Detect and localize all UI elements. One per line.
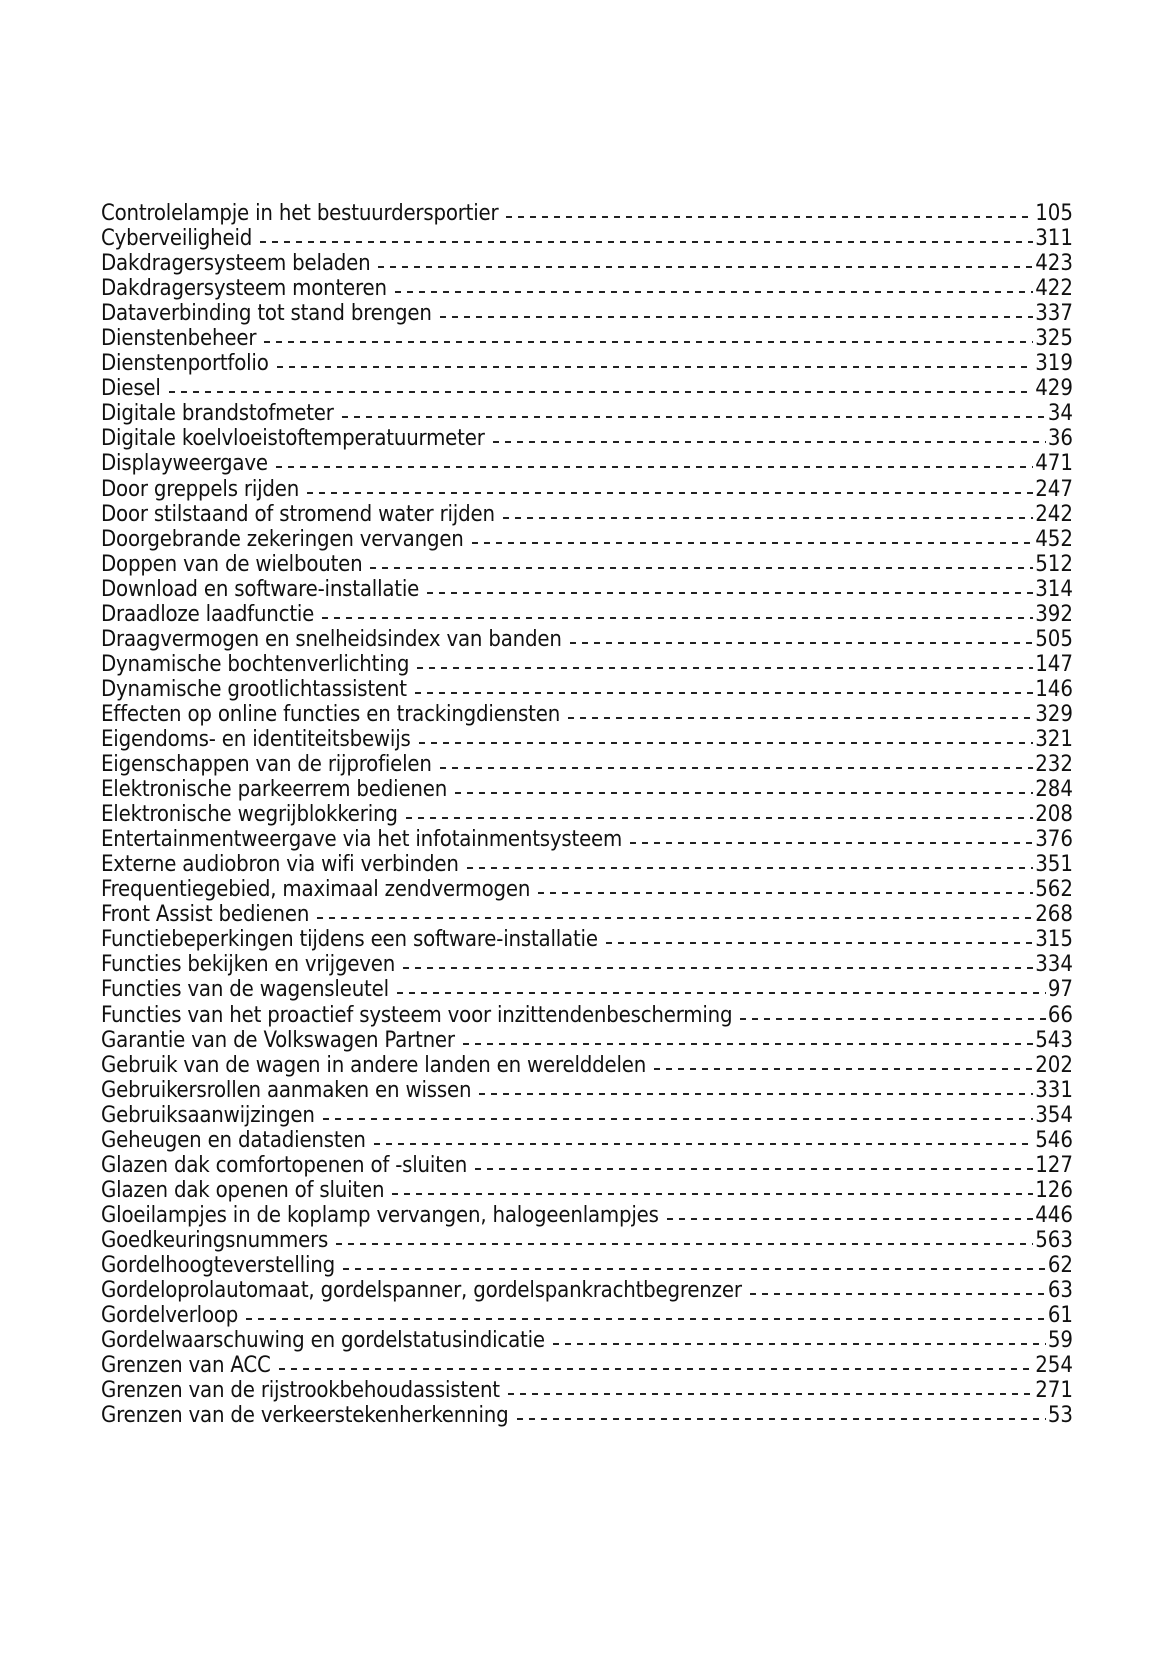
entry-label: Cyberveiligheid: [101, 226, 253, 252]
entry-page-number[interactable]: 53: [1047, 1403, 1073, 1429]
index-entry[interactable]: [101, 426, 1073, 451]
index-entry[interactable]: [101, 1178, 1073, 1203]
dot-leader: [475, 1165, 1033, 1171]
entry-label: Displayweergave: [101, 451, 268, 477]
dot-leader: [378, 263, 1033, 269]
entry-page-number[interactable]: 471: [1035, 451, 1073, 477]
dot-leader: [342, 413, 1046, 419]
dot-leader: [419, 739, 1034, 745]
dot-leader: [415, 689, 1033, 695]
entry-label: Digitale koelvloeistoftemperatuurmeter: [101, 426, 485, 452]
index-entry[interactable]: [101, 1228, 1073, 1253]
dot-leader: [279, 1365, 1034, 1371]
entry-label: Gebruiksaanwijzingen: [101, 1102, 315, 1128]
entry-page-number[interactable]: 376: [1035, 827, 1073, 853]
entry-page-number[interactable]: 321: [1035, 726, 1073, 752]
dot-leader: [740, 1015, 1045, 1021]
entry-page-number[interactable]: 61: [1047, 1303, 1073, 1329]
entry-label: Dataverbinding tot stand brengen: [101, 301, 432, 327]
entry-page-number[interactable]: 147: [1035, 651, 1073, 677]
index-entry[interactable]: [101, 827, 1073, 852]
entry-page-number[interactable]: 452: [1035, 526, 1073, 552]
index-entry[interactable]: [101, 1278, 1073, 1303]
entry-label: Doorgebrande zekeringen vervangen: [101, 526, 464, 552]
dot-leader: [606, 939, 1033, 945]
dot-leader: [506, 213, 1033, 219]
index-entry[interactable]: [101, 326, 1073, 351]
dot-leader: [467, 864, 1034, 870]
entry-label: Draadloze laadfunctie: [101, 601, 315, 627]
dot-leader: [440, 764, 1033, 770]
entry-page-number[interactable]: 505: [1035, 626, 1073, 652]
entry-label: Effecten op online functies en trackingdiensten: [101, 701, 561, 727]
entry-page-number[interactable]: 268: [1035, 902, 1073, 928]
entry-page-number[interactable]: 337: [1035, 301, 1073, 327]
entry-label: Gloeilampjes in de koplamp vervangen, halogeenlampjes: [101, 1202, 659, 1228]
index-entry[interactable]: [101, 652, 1073, 677]
entry-label: Gebruik van de wagen in andere landen en werelddelen: [101, 1052, 647, 1078]
entry-label: Diesel: [101, 376, 161, 402]
dot-leader: [440, 313, 1034, 319]
index-entry[interactable]: [101, 226, 1073, 251]
entry-page-number[interactable]: 34: [1047, 401, 1073, 427]
index-entry[interactable]: [101, 1403, 1073, 1428]
dot-leader: [568, 714, 1033, 720]
entry-page-number[interactable]: 319: [1035, 351, 1073, 377]
entry-label: Eigendoms- en identiteitsbewijs: [101, 726, 411, 752]
entry-label: Grenzen van de verkeerstekenherkenning: [101, 1403, 509, 1429]
index-entry[interactable]: [101, 777, 1073, 802]
index-entry[interactable]: [101, 1203, 1073, 1228]
entry-label: Front Assist bedienen: [101, 902, 310, 928]
index-entry[interactable]: [101, 502, 1073, 527]
entry-label: Download en software-installatie: [101, 576, 420, 602]
entry-label: Digitale brandstofmeter: [101, 401, 334, 427]
entry-page-number[interactable]: 315: [1035, 927, 1073, 953]
index-entry[interactable]: [101, 877, 1073, 902]
entry-label: Eigenschappen van de rijprofielen: [101, 752, 432, 778]
dot-leader: [479, 1090, 1033, 1096]
dot-leader: [260, 238, 1033, 244]
entry-page-number[interactable]: 562: [1035, 877, 1073, 903]
entry-page-number[interactable]: 97: [1047, 977, 1073, 1003]
entry-page-number[interactable]: 422: [1035, 276, 1073, 302]
dot-leader: [246, 1315, 1046, 1321]
dot-leader: [463, 1040, 1033, 1046]
index-entry[interactable]: [101, 401, 1073, 426]
index-list: [101, 201, 1073, 1428]
entry-page-number[interactable]: 329: [1035, 701, 1073, 727]
entry-label: Gordeloprolautomaat, gordelspanner, gordelspankrachtbegrenzer: [101, 1278, 742, 1304]
entry-page-number[interactable]: 392: [1035, 601, 1073, 627]
entry-label: Grenzen van ACC: [101, 1353, 271, 1379]
entry-page-number[interactable]: 351: [1035, 852, 1073, 878]
entry-label: Goedkeuringsnummers: [101, 1227, 329, 1253]
entry-page-number[interactable]: 126: [1035, 1177, 1073, 1203]
entry-page-number[interactable]: 247: [1035, 476, 1073, 502]
entry-page-number[interactable]: 208: [1035, 802, 1073, 828]
index-entry[interactable]: [101, 1253, 1073, 1278]
entry-page-number[interactable]: 543: [1035, 1027, 1073, 1053]
index-entry[interactable]: [101, 702, 1073, 727]
entry-label: Dienstenportfolio: [101, 351, 269, 377]
index-entry[interactable]: [101, 802, 1073, 827]
entry-page-number[interactable]: 325: [1035, 326, 1073, 352]
entry-page-number[interactable]: 311: [1035, 226, 1073, 252]
index-entry[interactable]: [101, 251, 1073, 276]
index-entry[interactable]: [101, 677, 1073, 702]
entry-label: Dienstenbeheer: [101, 326, 257, 352]
entry-page-number[interactable]: 254: [1035, 1353, 1073, 1379]
entry-page-number[interactable]: 546: [1035, 1127, 1073, 1153]
index-entry[interactable]: [101, 376, 1073, 401]
entry-page-number[interactable]: 242: [1035, 501, 1073, 527]
entry-page-number[interactable]: 334: [1035, 952, 1073, 978]
entry-label: Functiebeperkingen tijdens een software-installatie: [101, 927, 598, 953]
index-entry[interactable]: [101, 1378, 1073, 1403]
dot-leader: [370, 564, 1033, 570]
entry-label: Glazen dak comfortopenen of -sluiten: [101, 1152, 468, 1178]
entry-page-number[interactable]: 62: [1047, 1252, 1073, 1278]
dot-leader: [570, 639, 1034, 645]
dot-leader: [374, 1140, 1033, 1146]
index-entry[interactable]: [101, 852, 1073, 877]
dot-leader: [264, 338, 1033, 344]
index-entry[interactable]: [101, 1003, 1073, 1028]
entry-label: Elektronische parkeerrem bedienen: [101, 777, 448, 803]
entry-page-number[interactable]: 202: [1035, 1052, 1073, 1078]
entry-label: Externe audiobron via wifi verbinden: [101, 852, 459, 878]
entry-label: Gordelhoogteverstelling: [101, 1252, 335, 1278]
entry-page-number[interactable]: 446: [1035, 1202, 1073, 1228]
entry-page-number[interactable]: 66: [1047, 1002, 1073, 1028]
index-entry[interactable]: [101, 477, 1073, 502]
entry-label: Gordelverloop: [101, 1303, 239, 1329]
index-entry[interactable]: [101, 977, 1073, 1002]
dot-leader: [455, 789, 1033, 795]
dot-leader: [508, 1390, 1033, 1396]
index-entry[interactable]: [101, 1153, 1073, 1178]
index-entry[interactable]: [101, 902, 1073, 927]
index-entry[interactable]: [101, 752, 1073, 777]
dot-leader: [317, 914, 1033, 920]
entry-label: Controlelampje in het bestuurdersportier: [101, 201, 499, 226]
index-entry[interactable]: [101, 351, 1073, 376]
dot-leader: [538, 889, 1033, 895]
index-entry[interactable]: [101, 1103, 1073, 1128]
entry-page-number[interactable]: 512: [1035, 551, 1073, 577]
index-entry[interactable]: [101, 1028, 1073, 1053]
entry-label: Gebruikersrollen aanmaken en wissen: [101, 1077, 472, 1103]
dot-leader: [427, 589, 1033, 595]
index-entry[interactable]: [101, 1053, 1073, 1078]
entry-page-number[interactable]: 232: [1035, 752, 1073, 778]
index-entry[interactable]: [101, 927, 1073, 952]
dot-leader: [417, 664, 1033, 670]
entry-page-number[interactable]: 36: [1047, 426, 1073, 452]
entry-page-number[interactable]: 429: [1035, 376, 1073, 402]
dot-leader: [403, 964, 1033, 970]
index-entry[interactable]: [101, 1128, 1073, 1153]
entry-page-number[interactable]: 105: [1035, 201, 1073, 226]
index-entry[interactable]: [101, 1353, 1073, 1378]
entry-label: Draagvermogen en snelheidsindex van banden: [101, 626, 562, 652]
entry-label: Dynamische bochtenverlichting: [101, 651, 410, 677]
entry-page-number[interactable]: 354: [1035, 1102, 1073, 1128]
entry-label: Elektronische wegrijblokkering: [101, 802, 398, 828]
entry-label: Entertainmentweergave via het infotainmentsysteem: [101, 827, 623, 853]
dot-leader: [654, 1065, 1033, 1071]
entry-page-number[interactable]: 331: [1035, 1077, 1073, 1103]
entry-label: Frequentiegebied, maximaal zendvermogen: [101, 877, 531, 903]
entry-page-number[interactable]: 563: [1035, 1227, 1073, 1253]
dot-leader: [392, 1190, 1033, 1196]
dot-leader: [397, 989, 1046, 995]
index-entry[interactable]: [101, 276, 1073, 301]
index-entry[interactable]: [101, 1303, 1073, 1328]
dot-leader: [322, 614, 1033, 620]
index-entry[interactable]: [101, 301, 1073, 326]
entry-label: Functies bekijken en vrijgeven: [101, 952, 396, 978]
dot-leader: [276, 463, 1033, 469]
index-entry[interactable]: [101, 627, 1073, 652]
index-entry[interactable]: [101, 1078, 1073, 1103]
dot-leader: [503, 514, 1033, 520]
entry-label: Glazen dak openen of sluiten: [101, 1177, 385, 1203]
index-entry[interactable]: [101, 451, 1073, 476]
entry-label: Grenzen van de rijstrookbehoudassistent: [101, 1378, 500, 1404]
index-entry[interactable]: [101, 527, 1073, 552]
entry-label: Door greppels rijden: [101, 476, 300, 502]
index-entry[interactable]: [101, 201, 1073, 226]
entry-label: Door stilstaand of stromend water rijden: [101, 501, 495, 527]
dot-leader: [406, 814, 1033, 820]
entry-label: Doppen van de wielbouten: [101, 551, 363, 577]
index-entry[interactable]: [101, 952, 1073, 977]
entry-page-number[interactable]: 146: [1035, 676, 1073, 702]
dot-leader: [395, 288, 1033, 294]
dot-leader: [750, 1290, 1046, 1296]
entry-label: Functies van de wagensleutel: [101, 977, 389, 1003]
entry-label: Dakdragersysteem beladen: [101, 251, 371, 277]
entry-page-number[interactable]: 314: [1035, 576, 1073, 602]
index-entry[interactable]: [101, 577, 1073, 602]
dot-leader: [336, 1240, 1033, 1246]
entry-label: Gordelwaarschuwing en gordelstatusindicatie: [101, 1328, 545, 1354]
index-entry[interactable]: [101, 552, 1073, 577]
entry-label: Dakdragersysteem monteren: [101, 276, 387, 302]
index-entry[interactable]: [101, 602, 1073, 627]
entry-page-number[interactable]: 63: [1047, 1278, 1073, 1304]
dot-leader: [493, 438, 1046, 444]
index-entry[interactable]: [101, 1328, 1073, 1353]
index-entry[interactable]: [101, 727, 1073, 752]
entry-page-number[interactable]: 59: [1047, 1328, 1073, 1354]
entry-label: Garantie van de Volkswagen Partner: [101, 1027, 455, 1053]
dot-leader: [517, 1415, 1046, 1421]
dot-leader: [667, 1215, 1033, 1221]
dot-leader: [630, 839, 1033, 845]
entry-page-number[interactable]: 271: [1035, 1378, 1073, 1404]
dot-leader: [277, 363, 1034, 369]
dot-leader: [472, 539, 1034, 545]
entry-label: Dynamische grootlichtassistent: [101, 676, 407, 702]
entry-label: Geheugen en datadiensten: [101, 1127, 366, 1153]
dot-leader: [553, 1340, 1046, 1346]
entry-label: Functies van het proactief systeem voor inzittendenbescherming: [101, 1002, 733, 1028]
entry-page-number[interactable]: 127: [1035, 1152, 1073, 1178]
dot-leader: [307, 489, 1033, 495]
dot-leader: [169, 388, 1033, 394]
dot-leader: [323, 1115, 1033, 1121]
dot-leader: [343, 1265, 1046, 1271]
entry-page-number[interactable]: 423: [1035, 251, 1073, 277]
entry-page-number[interactable]: 284: [1035, 777, 1073, 803]
